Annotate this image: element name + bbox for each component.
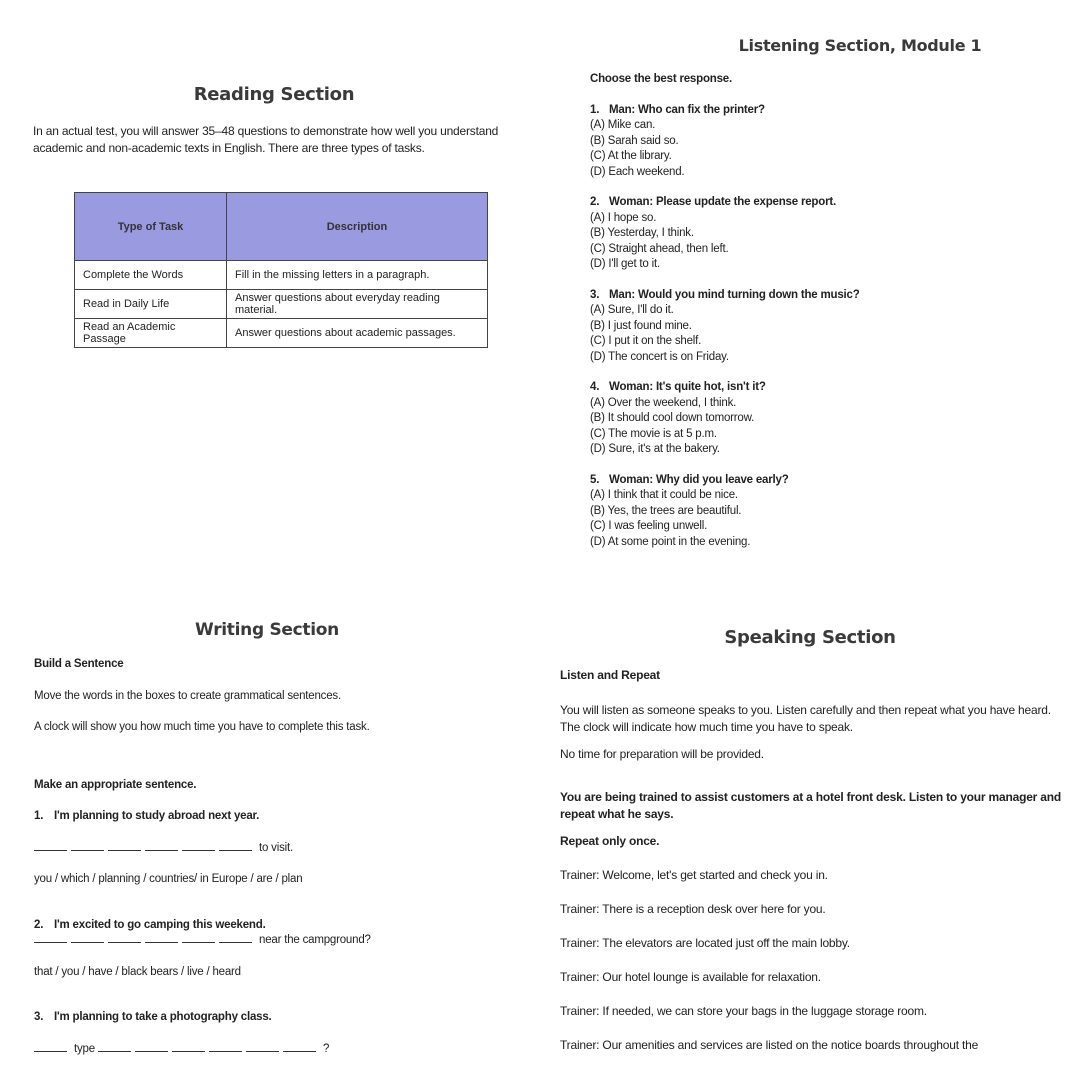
writing-task-label: Make an appropriate sentence. bbox=[34, 778, 197, 791]
task-table-header-description: Description bbox=[227, 193, 488, 261]
writing-instruction: A clock will show you how much time you have to complete this task. bbox=[34, 721, 370, 733]
answer-option: (B) Yes, the trees are beautiful. bbox=[590, 504, 742, 517]
answer-option: (D) The concert is on Friday. bbox=[590, 350, 729, 363]
answer-option: (C) I put it on the shelf. bbox=[590, 335, 702, 347]
list-item bbox=[34, 809, 524, 888]
answer-option: (A) Over the weekend, I think. bbox=[590, 396, 737, 409]
speaking-intro: You will listen as someone speaks to you. Listen carefully and then repeat what you have heard. The clock will indicate how much time you have to speak. bbox=[560, 703, 1051, 734]
answer-option: (A) Sure, I'll do it. bbox=[590, 304, 674, 316]
writing-section bbox=[0, 540, 540, 1080]
reading-section bbox=[0, 0, 540, 540]
table-row bbox=[75, 290, 488, 319]
list-item bbox=[590, 473, 1060, 551]
list-item bbox=[590, 103, 1060, 181]
trainer-line: Trainer: If needed, we can store your bags in the luggage storage room. bbox=[560, 1004, 927, 1018]
writing-subtitle: Build a Sentence bbox=[34, 658, 124, 670]
item-prompt: I'm planning to take a photography class. bbox=[54, 1011, 272, 1023]
list-item bbox=[590, 380, 1060, 458]
writing-title: Writing Section bbox=[195, 620, 339, 640]
item-number: 1. bbox=[34, 810, 44, 822]
sentence-ending: ? bbox=[322, 1042, 330, 1055]
question-prompt: Man: Would you mind turning down the music? bbox=[609, 288, 860, 301]
list-item bbox=[590, 195, 1060, 273]
task-table bbox=[74, 192, 488, 348]
answer-option: (D) Sure, it's at the bakery. bbox=[590, 443, 720, 455]
answer-option: (A) Mike can. bbox=[590, 119, 656, 131]
word-bank: that / you / have / black bears / live / heard bbox=[34, 965, 241, 978]
answer-option: (C) The movie is at 5 p.m. bbox=[590, 427, 717, 440]
task-table-header-type: Type of Task bbox=[75, 193, 227, 261]
sentence-middle: type bbox=[74, 1042, 95, 1055]
trainer-line: Trainer: The elevators are located just off the main lobby. bbox=[560, 936, 850, 950]
trainer-line: Trainer: There is a reception desk over here for you. bbox=[560, 902, 826, 916]
question-number: 5. bbox=[590, 473, 600, 486]
task-description-cell: Answer questions about everyday reading material. bbox=[227, 290, 488, 319]
speaking-title: Speaking Section bbox=[724, 627, 896, 648]
task-type-cell: Complete the Words bbox=[75, 261, 227, 290]
item-prompt: I'm planning to study abroad next year. bbox=[54, 810, 260, 822]
listening-questions bbox=[590, 72, 1060, 565]
question-number: 2. bbox=[590, 196, 600, 208]
task-table-header-row bbox=[75, 193, 488, 261]
question-number: 4. bbox=[590, 381, 600, 393]
answer-option: (D) I'll get to it. bbox=[590, 258, 660, 270]
answer-option: (B) Yesterday, I think. bbox=[590, 227, 694, 239]
question-prompt: Woman: It's quite hot, isn't it? bbox=[609, 381, 766, 393]
list-item bbox=[590, 288, 1060, 366]
table-row bbox=[75, 319, 488, 348]
question-prompt: Man: Who can fix the printer? bbox=[609, 103, 765, 116]
answer-blanks bbox=[34, 933, 524, 949]
item-prompt: I'm excited to go camping this weekend. bbox=[54, 918, 266, 931]
writing-body bbox=[34, 657, 524, 1073]
writing-instruction: Move the words in the boxes to create grammatical sentences. bbox=[34, 689, 341, 702]
item-number: 3. bbox=[34, 1011, 44, 1023]
reading-intro: In an actual test, you will answer 35–48 questions to demonstrate how well you understand academic and non-academic texts in English. There are three types of tasks. bbox=[33, 124, 499, 155]
question-number: 1. bbox=[590, 103, 600, 116]
answer-option: (A) I hope so. bbox=[590, 211, 657, 224]
list-item bbox=[34, 1010, 524, 1057]
answer-blanks bbox=[34, 841, 524, 857]
answer-option: (B) I just found mine. bbox=[590, 319, 692, 332]
task-type-cell: Read in Daily Life bbox=[75, 290, 227, 319]
answer-option: (C) I was feeling unwell. bbox=[590, 520, 708, 532]
item-number: 2. bbox=[34, 918, 44, 931]
sentence-ending: near the campground? bbox=[259, 934, 371, 946]
listening-instruction: Choose the best response. bbox=[590, 73, 732, 85]
sentence-ending: to visit. bbox=[259, 841, 293, 854]
trainer-line: Trainer: Welcome, let's get started and check you in. bbox=[560, 868, 828, 882]
trainer-line: Trainer: Our amenities and services are listed on the notice boards throughout the bbox=[560, 1038, 979, 1052]
question-prompt: Woman: Why did you leave early? bbox=[609, 473, 789, 486]
question-prompt: Woman: Please update the expense report. bbox=[609, 196, 836, 208]
answer-option: (A) I think that it could be nice. bbox=[590, 489, 738, 501]
trainer-line: Trainer: Our hotel lounge is available for relaxation. bbox=[560, 970, 821, 984]
list-item bbox=[34, 918, 524, 981]
speaking-no-prep: No time for preparation will be provided. bbox=[560, 747, 764, 761]
answer-option: (C) Straight ahead, then left. bbox=[590, 242, 729, 255]
answer-option: (D) Each weekend. bbox=[590, 165, 685, 178]
speaking-repeat-once: Repeat only once. bbox=[560, 834, 660, 848]
answer-option: (D) At some point in the evening. bbox=[590, 535, 751, 548]
answer-blanks bbox=[34, 1042, 524, 1058]
speaking-section bbox=[540, 540, 1080, 1080]
answer-option: (C) At the library. bbox=[590, 150, 672, 162]
word-bank: you / which / planning / countries/ in Europe / are / plan bbox=[34, 873, 303, 885]
speaking-scenario: You are being trained to assist customers at a hotel front desk. Listen to your manager and repeat what he says. bbox=[560, 790, 1062, 821]
listening-title: Listening Section, Module 1 bbox=[738, 36, 982, 55]
listening-section bbox=[540, 0, 1080, 548]
reading-title: Reading Section bbox=[193, 84, 355, 105]
speaking-body bbox=[560, 667, 1065, 1071]
answer-option: (B) Sarah said so. bbox=[590, 134, 679, 147]
speaking-subtitle: Listen and Repeat bbox=[560, 668, 660, 682]
task-description-cell: Fill in the missing letters in a paragraph. bbox=[227, 261, 488, 290]
task-type-cell: Read an Academic Passage bbox=[75, 319, 227, 348]
answer-option: (B) It should cool down tomorrow. bbox=[590, 412, 755, 424]
task-description-cell: Answer questions about academic passages. bbox=[227, 319, 488, 348]
question-number: 3. bbox=[590, 288, 600, 301]
table-row bbox=[75, 261, 488, 290]
